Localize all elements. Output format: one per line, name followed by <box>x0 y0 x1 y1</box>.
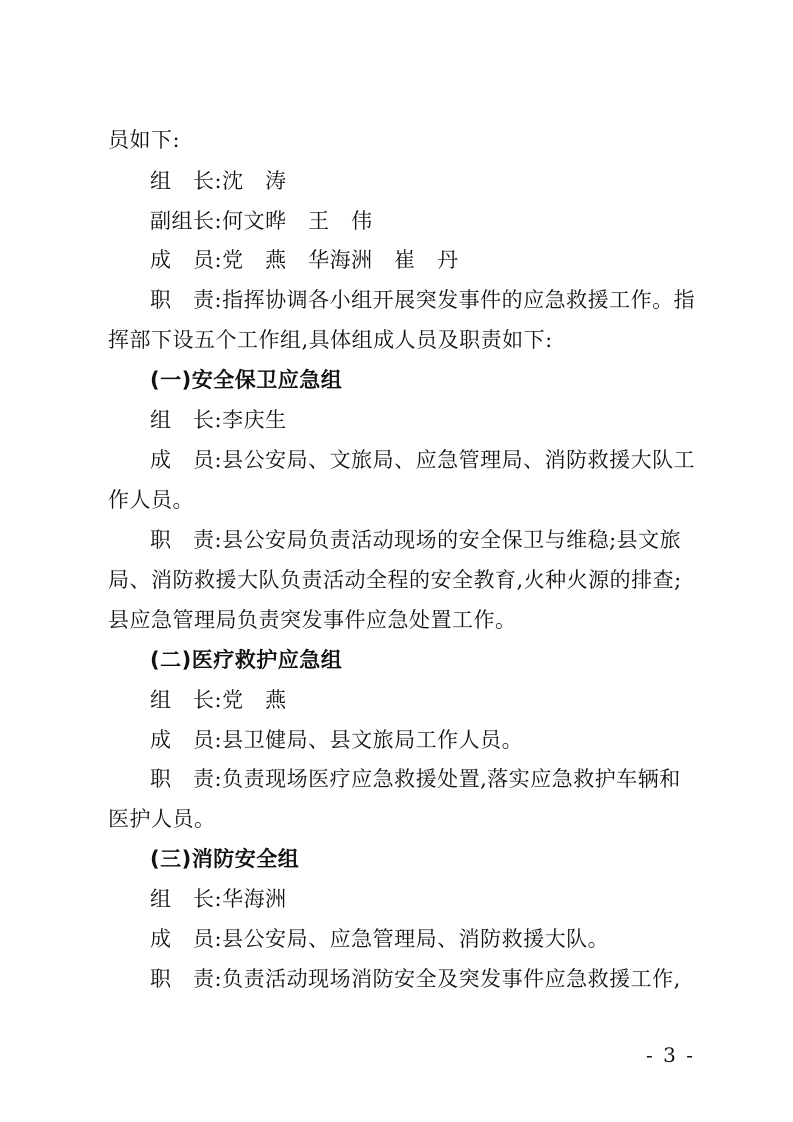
text-line-medical-leader: 组 长:党 燕 <box>150 688 287 712</box>
text-line-fire-duties: 职 责:负责活动现场消防安全及突发事件应急救援工作, <box>150 967 681 991</box>
page-number: - 3 - <box>646 1043 695 1067</box>
section-heading-security: (一)安全保卫应急组 <box>150 368 343 392</box>
text-line-medical-duties: 职 责:负责现场医疗应急救援处置,落实应急救护车辆和 <box>150 767 681 791</box>
text-line-security-duties-end: 县应急管理局负责突发事件应急处置工作。 <box>108 608 517 632</box>
text-line-security-duties: 职 责:县公安局负责活动现场的安全保卫与维稳;县文旅 <box>150 528 682 552</box>
text-line-fire-leader: 组 长:华海洲 <box>150 887 287 911</box>
section-heading-medical: (二)医疗救护应急组 <box>150 648 343 672</box>
text-line-security-members-continuation: 作人员。 <box>108 488 194 512</box>
text-line-fire-members: 成 员:县公安局、应急管理局、消防救援大队。 <box>150 927 610 951</box>
text-line-members: 成 员:党 燕 华海洲 崔 丹 <box>150 248 459 272</box>
text-line-security-members: 成 员:县公安局、文旅局、应急管理局、消防救援大队工 <box>150 448 696 472</box>
text-line-medical-members: 成 员:县卫健局、县文旅局工作人员。 <box>150 728 524 752</box>
text-line-deputy-leaders: 副组长:何文晔 王 伟 <box>150 209 373 233</box>
text-line-leader: 组 长:沈 涛 <box>150 169 287 193</box>
section-heading-fire-safety: (三)消防安全组 <box>150 847 300 871</box>
text-line-duties-continuation: 挥部下设五个工作组,具体组成人员及职责如下: <box>108 328 553 352</box>
text-line-security-duties-continuation: 局、消防救援大队负责活动全程的安全教育,火种火源的排查; <box>108 568 682 592</box>
text-line-medical-duties-continuation: 医护人员。 <box>108 807 216 831</box>
text-line-duties: 职 责:指挥协调各小组开展突发事件的应急救援工作。指 <box>150 288 696 312</box>
text-line-security-leader: 组 长:李庆生 <box>150 408 287 432</box>
text-line-continuation: 员如下: <box>108 128 181 152</box>
